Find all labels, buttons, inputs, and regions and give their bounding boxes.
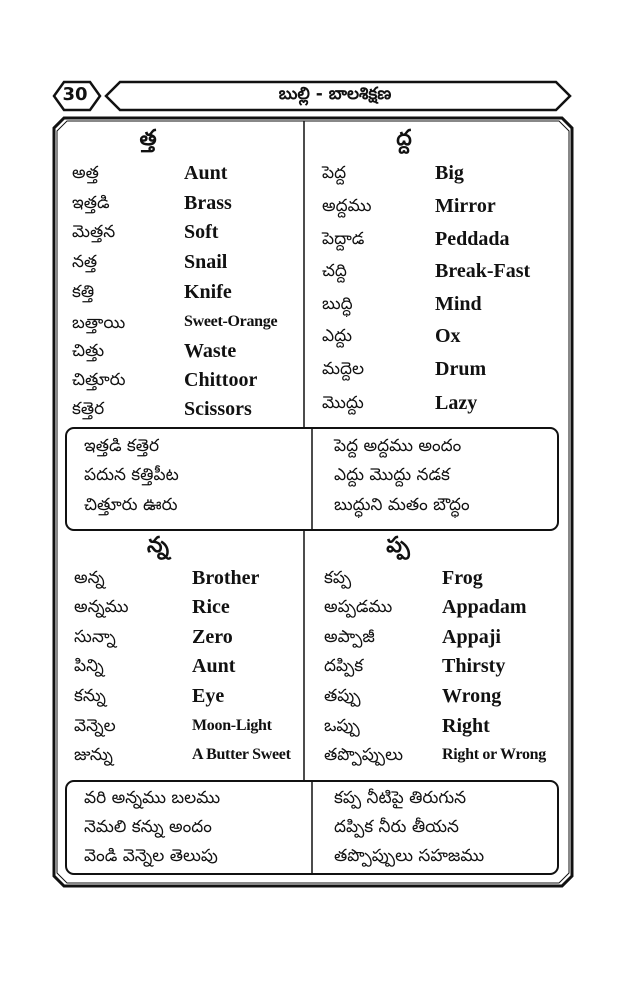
english-word: Scissors — [184, 398, 252, 420]
telugu-word: పిన్ని — [74, 656, 104, 676]
english-word: Wrong — [442, 685, 502, 707]
english-word: Appaji — [442, 626, 501, 648]
english-word: Thirsty — [442, 655, 506, 677]
english-word: Soft — [184, 221, 219, 243]
english-word: Aunt — [184, 162, 228, 184]
telugu-word: చిత్తు — [72, 341, 105, 361]
section-letter-dda: ద్ద — [396, 126, 412, 151]
english-word: Big — [435, 162, 464, 184]
english-word: A Butter Sweet — [192, 746, 291, 763]
page-title: బుల్లి - బాలశిక్షణ — [278, 84, 392, 104]
telugu-word: జున్ను — [74, 745, 113, 765]
telugu-word: అన్న — [74, 568, 105, 588]
telugu-word: చద్ది — [322, 261, 347, 281]
telugu-word: దప్పిక — [324, 656, 364, 676]
sentence-line: ఇత్తడి కత్తెర — [84, 436, 160, 456]
english-word: Moon-Light — [192, 717, 272, 734]
telugu-word: కత్తి — [72, 282, 95, 302]
sentence-line: చిత్తూరు ఊరు — [84, 495, 178, 515]
sentence-line: తప్పొప్పులు సహజము — [334, 846, 485, 866]
telugu-word: నత్త — [72, 252, 98, 272]
telugu-word: బత్తాయి — [72, 313, 126, 333]
telugu-word: అద్దము — [322, 196, 372, 216]
telugu-word: కప్ప — [324, 568, 352, 588]
english-word: Lazy — [435, 392, 478, 414]
telugu-word: మద్దెల — [322, 359, 365, 379]
telugu-word: మెత్తన — [72, 222, 116, 242]
section-letter-tta: త్త — [139, 126, 157, 151]
page-number: 30 — [62, 84, 88, 105]
telugu-word: ఇత్తడి — [72, 193, 110, 213]
sentence-line: దప్పిక నీరు తీయన — [334, 817, 459, 837]
english-word: Right or Wrong — [442, 746, 546, 763]
telugu-word: పెద్దాడ — [322, 229, 365, 249]
english-word: Chittoor — [184, 369, 258, 391]
section-letter-ppa: ప్ప — [386, 533, 410, 558]
telugu-word: వెన్నెల — [74, 716, 116, 736]
telugu-word: ఒప్పు — [324, 716, 360, 736]
telugu-word: సున్నా — [74, 627, 116, 647]
english-word: Ox — [435, 325, 461, 347]
telugu-word: బుద్ధి — [322, 294, 353, 314]
english-word: Drum — [435, 358, 487, 380]
english-word: Mirror — [435, 195, 496, 217]
telugu-word: మొద్దు — [322, 393, 364, 413]
english-word: Rice — [192, 596, 230, 618]
sentence-line: వరి అన్నము బలము — [84, 788, 221, 808]
english-word: Waste — [184, 340, 237, 362]
section-letter-nna: న్న — [147, 533, 169, 558]
english-word: Snail — [184, 251, 228, 273]
sentence-line: నెమలి కన్ను అందం — [84, 817, 212, 837]
telugu-word: పెద్ద — [322, 163, 347, 183]
telugu-word: కన్ను — [74, 686, 106, 706]
sentence-line: కప్ప నీటిపై తిరుగున — [334, 788, 467, 808]
sentence-line: పదున కత్తిపీట — [84, 465, 179, 485]
sentence-line: బుద్ధుని మతం బౌద్ధం — [334, 495, 470, 515]
english-word: Right — [442, 715, 490, 737]
telugu-word: అప్పాజీ — [324, 627, 375, 647]
english-word: Mind — [435, 293, 482, 315]
sentence-line: వెండి వెన్నెల తెలుపు — [84, 846, 218, 866]
english-word: Eye — [192, 685, 225, 707]
english-word: Sweet-Orange — [184, 313, 278, 330]
telugu-word: చిత్తూరు — [72, 370, 126, 390]
english-word: Brass — [184, 192, 232, 214]
english-word: Brother — [192, 567, 260, 589]
telugu-word: అప్పడము — [324, 597, 393, 617]
telugu-word: కత్తెర — [72, 399, 105, 419]
sentence-line: పెద్ద అద్దము అందం — [334, 436, 462, 456]
sentence-line: ఎద్దు మొద్దు నడక — [334, 465, 450, 485]
english-word: Break-Fast — [435, 260, 531, 282]
telugu-word: అన్నము — [74, 597, 129, 617]
telugu-word: ఎద్దు — [322, 326, 352, 346]
english-word: Appadam — [442, 596, 527, 618]
telugu-word: తప్పొప్పులు — [324, 745, 403, 765]
english-word: Zero — [192, 626, 233, 648]
english-word: Aunt — [192, 655, 236, 677]
english-word: Frog — [442, 567, 483, 589]
telugu-word: అత్త — [72, 163, 99, 183]
english-word: Knife — [184, 281, 232, 303]
english-word: Peddada — [435, 228, 510, 250]
telugu-word: తప్పు — [324, 686, 361, 706]
